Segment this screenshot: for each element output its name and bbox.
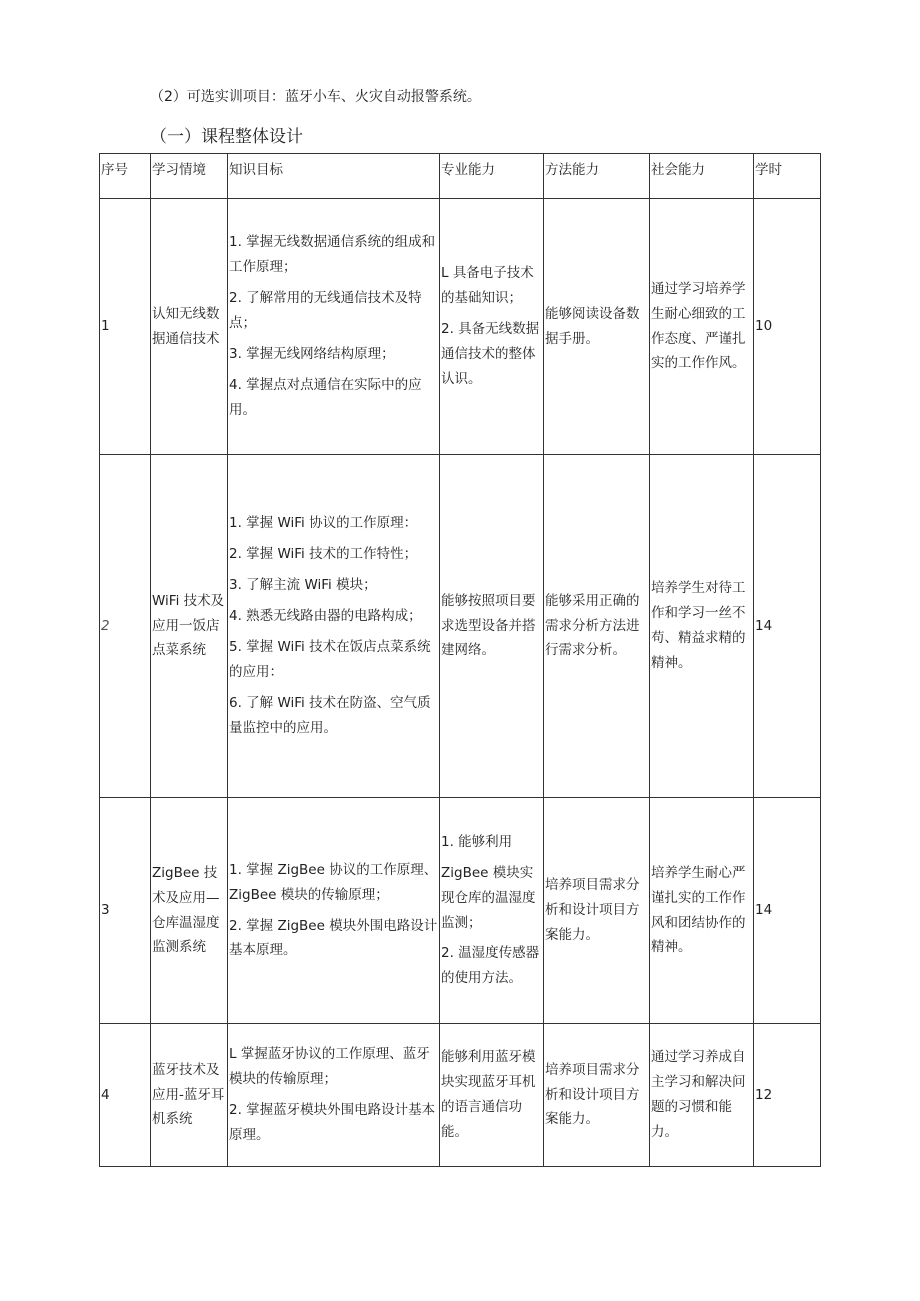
learning-situation: 认知无线数据通信技术 xyxy=(151,199,228,455)
class-hours: 10 xyxy=(754,199,821,455)
header-cell: 知识目标 xyxy=(228,154,440,199)
class-hours: 14 xyxy=(754,455,821,798)
course-design-table xyxy=(99,153,821,1167)
header-row xyxy=(100,154,821,199)
knowledge-item: 2. 掌握 ZigBee 模块外围电路设计基本原理。 xyxy=(229,917,438,959)
row-number: 3 xyxy=(100,798,151,1024)
social-ability: 培养学生耐心严谨扎实的工作作风和团结协作的精神。 xyxy=(650,798,754,1024)
intro-text: （2）可选实训项目：蓝牙小车、火灾自动报警系统。 xyxy=(150,89,481,105)
section-heading: （一）课程整体设计 xyxy=(150,127,303,147)
knowledge-goals xyxy=(228,798,440,1024)
knowledge-item: 6. 了解 WiFi 技术在防盗、空气质量监控中的应用。 xyxy=(229,694,431,736)
header-cell: 学习情境 xyxy=(151,154,228,199)
professional-item: 1. 能够利用 xyxy=(441,833,513,850)
learning-situation: ZigBee 技术及应用—仓库温湿度监测系统 xyxy=(151,798,228,1024)
header-cell: 学时 xyxy=(754,154,821,199)
knowledge-item: 5. 掌握 WiFi 技术在饭店点菜系统的应用： xyxy=(229,639,431,680)
professional-ability xyxy=(440,798,544,1024)
learning-situation: 蓝牙技术及应用-蓝牙耳机系统 xyxy=(151,1024,228,1167)
header-cell: 方法能力 xyxy=(544,154,650,199)
table-row xyxy=(100,199,821,455)
knowledge-item: 4. 掌握点对点通信在实际中的应用。 xyxy=(229,376,422,418)
professional-item: 能够利用蓝牙模块实现蓝牙耳机的语言通信功能。 xyxy=(441,1049,536,1140)
method-ability: 培养项目需求分析和设计项目方案能力。 xyxy=(544,798,650,1024)
professional-item: L 具备电子技术的基础知识； xyxy=(441,265,534,307)
knowledge-goals xyxy=(228,199,440,455)
social-ability: 通过学习培养学生耐心细致的工作态度、严谨扎实的工作作风。 xyxy=(650,199,754,455)
knowledge-goals xyxy=(228,455,440,798)
class-hours: 14 xyxy=(754,798,821,1024)
knowledge-goals xyxy=(228,1024,440,1167)
header-cell: 序号 xyxy=(100,154,151,199)
professional-item: 能够按照项目要求选型设备并搭建网络。 xyxy=(441,592,536,659)
professional-ability xyxy=(440,455,544,798)
method-ability: 能够阅读设备数据手册。 xyxy=(544,199,650,455)
knowledge-item: 2. 了解常用的无线通信技术及特点； xyxy=(229,290,422,332)
header-cell: 社会能力 xyxy=(650,154,754,199)
professional-ability xyxy=(440,199,544,455)
knowledge-item: 3. 了解主流 WiFi 模块； xyxy=(229,577,377,594)
row-number: 4 xyxy=(100,1024,151,1167)
method-ability: 能够采用正确的需求分析方法进行需求分析。 xyxy=(544,455,650,798)
method-ability: 培养项目需求分析和设计项目方案能力。 xyxy=(544,1024,650,1167)
knowledge-item: 1. 掌握 ZigBee 协议的工作原理、ZigBee 模块的传输原理； xyxy=(229,861,438,903)
header-cell: 专业能力 xyxy=(440,154,544,199)
knowledge-item: L 掌握蓝牙协议的工作原理、蓝牙模块的传输原理； xyxy=(229,1046,430,1088)
social-ability: 通过学习养成自主学习和解决问题的习惯和能力。 xyxy=(650,1024,754,1167)
row-number: 2 xyxy=(100,455,151,798)
knowledge-item: 2. 掌握 WiFi 技术的工作特性； xyxy=(229,546,418,563)
table-row xyxy=(100,798,821,1024)
table-row xyxy=(100,1024,821,1167)
professional-item: 2. 温湿度传感器的使用方法。 xyxy=(441,945,540,987)
table-row xyxy=(100,455,821,798)
learning-situation: WiFi 技术及应用一饭店点菜系统 xyxy=(151,455,228,798)
knowledge-item: 2. 掌握蓝牙模块外围电路设计基本原理。 xyxy=(229,1102,436,1143)
professional-item: ZigBee 模块实现仓库的温湿度监测； xyxy=(441,864,536,931)
professional-item: 2. 具备无线数据通信技术的整体认识。 xyxy=(441,321,540,387)
professional-ability xyxy=(440,1024,544,1167)
row-number: 1 xyxy=(100,199,151,455)
knowledge-item: 1. 掌握 WiFi 协议的工作原理： xyxy=(229,515,418,532)
knowledge-item: 1. 掌握无线数据通信系统的组成和工作原理； xyxy=(229,234,436,276)
knowledge-item: 4. 熟悉无线路由器的电路构成； xyxy=(229,608,422,625)
class-hours: 12 xyxy=(754,1024,821,1167)
social-ability: 培养学生对待工作和学习一丝不苟、精益求精的精神。 xyxy=(650,455,754,798)
knowledge-item: 3. 掌握无线网络结构原理； xyxy=(229,345,395,362)
